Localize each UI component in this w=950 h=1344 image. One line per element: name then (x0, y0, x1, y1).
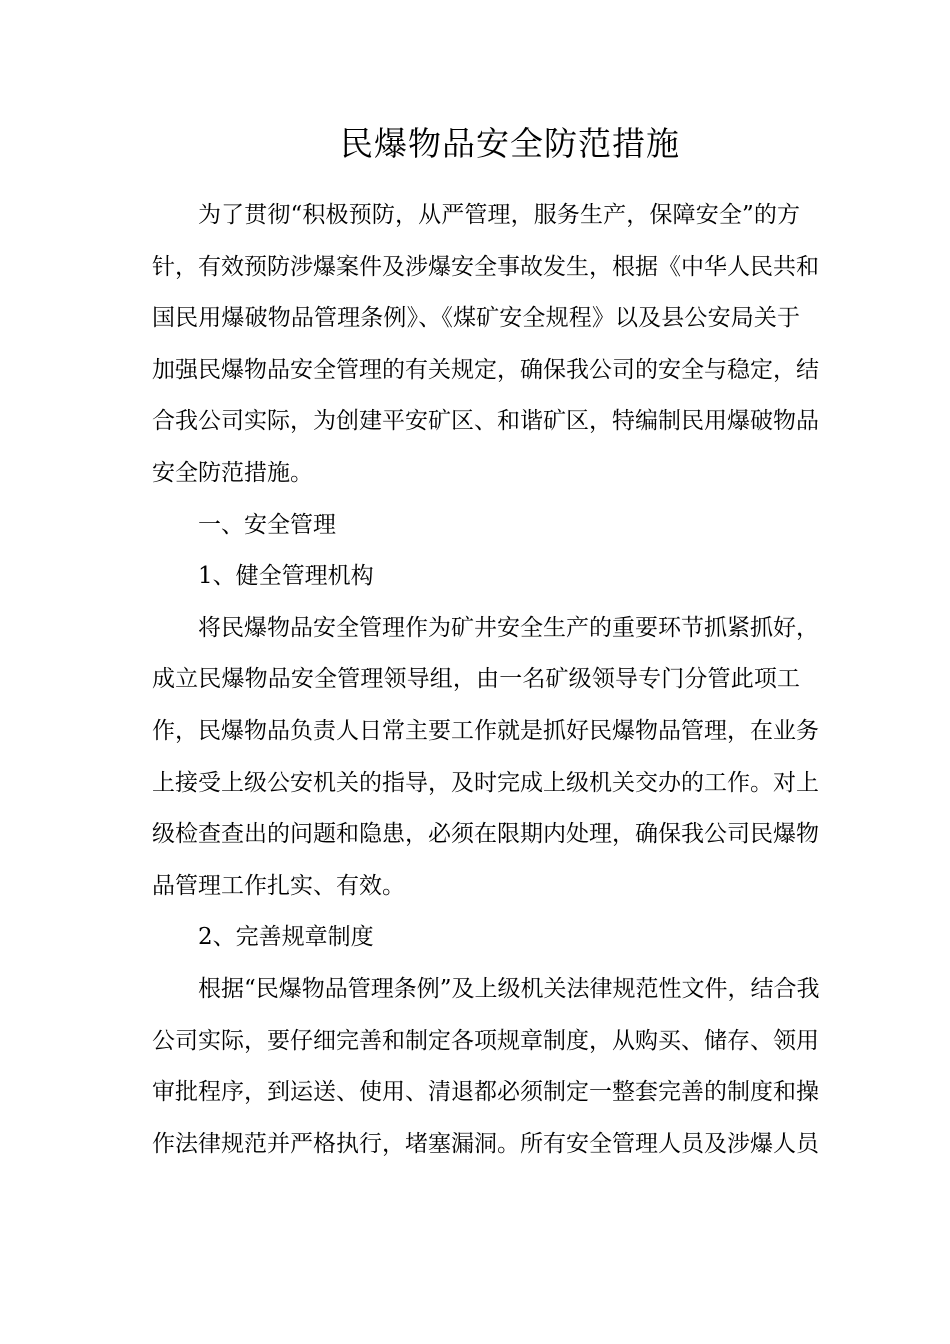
text-line: 针，有效预防涉爆案件及涉爆安全事故发生，根据《中华人民共和 (152, 253, 819, 280)
text-line: 作，民爆物品负责人日常主要工作就是抓好民爆物品管理，在业务 (152, 717, 819, 744)
text-line: 合我公司实际，为创建平安矿区、和谐矿区，特编制民用爆破物品 (152, 408, 819, 435)
text-line: 一、安全管理 (198, 511, 336, 538)
text-line: 国民用爆破物品管理条例》、《煤矿安全规程》以及县公安局关于 (152, 305, 800, 332)
text-line: 级检查查出的问题和隐患，必须在限期内处理，确保我公司民爆物 (152, 821, 819, 848)
text-line: 上接受上级公安机关的指导，及时完成上级机关交办的工作。对上 (152, 769, 819, 796)
text-line: 审批程序，到运送、使用、清退都必须制定一整套完善的制度和操 (152, 1079, 819, 1106)
text-line: 将民爆物品安全管理作为矿井安全生产的重要环节抓紧抓好， (198, 614, 819, 641)
text-line: 公司实际，要仔细完善和制定各项规章制度，从购买、储存、领用 (152, 1027, 819, 1054)
text-line: 品管理工作扎实、有效。 (152, 872, 405, 899)
text-line: 1、健全管理机构 (198, 563, 374, 590)
text-line: 成立民爆物品安全管理领导组，由一名矿级领导专门分管此项工 (152, 666, 800, 693)
text-line: 加强民爆物品安全管理的有关规定，确保我公司的安全与稳定，结 (152, 356, 819, 383)
text-line: 2、完善规章制度 (198, 924, 374, 951)
document-body (152, 196, 820, 1176)
text-line: 安全防范措施。 (152, 459, 313, 486)
text-line: 根据“民爆物品管理条例”及上级机关法律规范性文件，结合我 (198, 975, 820, 1002)
document-title: 民爆物品安全防范措施 (340, 124, 680, 163)
text-line: 为了贯彻“积极预防，从严管理，服务生产，保障安全”的方 (198, 202, 800, 228)
text-line: 作法律规范并严格执行，堵塞漏洞。所有安全管理人员及涉爆人员 (152, 1130, 819, 1157)
